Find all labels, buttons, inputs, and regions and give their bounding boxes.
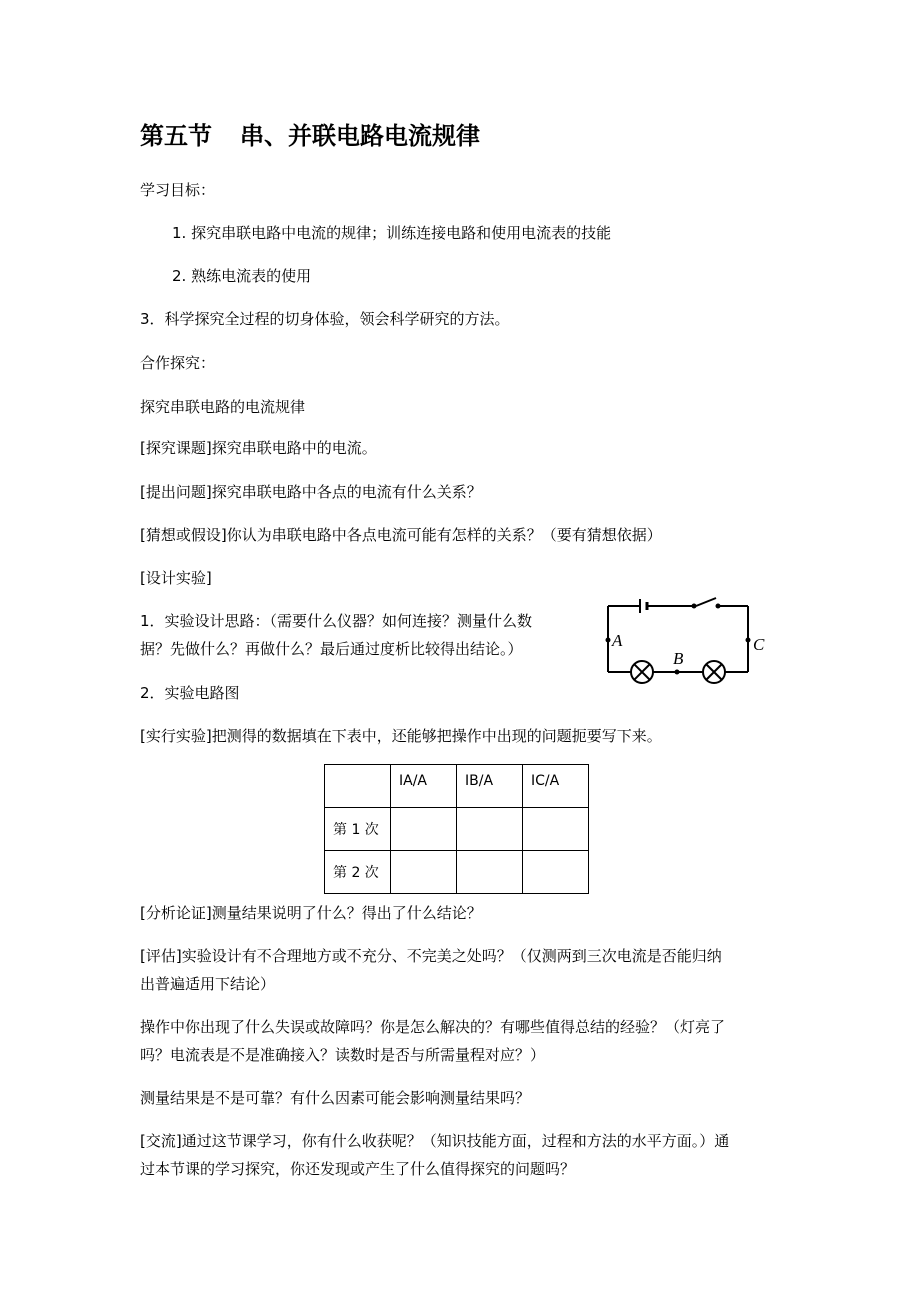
experiment-line: [实行实验]把测得的数据填在下表中，还能够把操作中出现的问题扼要写下来。 <box>140 727 662 745</box>
node-a <box>606 638 611 643</box>
header-ic: IC/A <box>523 765 589 808</box>
objective-3: 3．科学探究全过程的切身体验，领会科学研究的方法。 <box>140 310 510 328</box>
header-ib: IB/A <box>457 765 523 808</box>
exchange-line-b: 过本节课的学习探究，你还发现或产生了什么值得探究的问题吗？ <box>140 1160 576 1178</box>
exchange-line-a: [交流]通过这节课学习，你有什么收获呢？（知识技能方面，过程和方法的水平方面。）通 <box>140 1132 730 1150</box>
analysis-line: [分析论证]测量结果说明了什么？得出了什么结论？ <box>140 904 482 922</box>
table-row <box>325 808 589 851</box>
objective-2: 2. 熟练电流表的使用 <box>172 267 312 285</box>
row-label-2: 第 2 次 <box>325 851 391 894</box>
objective-1: 1. 探究串联电路中电流的规律；训练连接电路和使用电流表的技能 <box>172 224 612 242</box>
design-label: [设计实验] <box>140 569 212 587</box>
table-cell[interactable] <box>391 808 457 851</box>
operation-line-b: 吗？电流表是不是准确接入？读数时是否与所需量程对应？） <box>140 1046 546 1064</box>
evaluation-line-a: [评估]实验设计有不合理地方或不充分、不完美之处吗？（仅测两到三次电流是否能归纳 <box>140 947 722 965</box>
row-label-1: 第 1 次 <box>325 808 391 851</box>
table-cell[interactable] <box>457 851 523 894</box>
table-header-row <box>325 765 589 808</box>
table-row <box>325 851 589 894</box>
label-b: B <box>673 649 684 668</box>
circuit-diagram <box>598 594 770 686</box>
label-a: A <box>612 631 623 650</box>
operation-line-a: 操作中你出现了什么失误或故障吗？你是怎么解决的？有哪些值得总结的经验？（灯亮了 <box>140 1018 726 1036</box>
topic-line: 探究串联电路的电流规律 <box>140 398 306 416</box>
table-cell[interactable] <box>523 808 589 851</box>
coop-label: 合作探究： <box>140 354 216 372</box>
evaluation-line-b: 出普遍适用下结论） <box>140 975 276 993</box>
section-heading: 串、并联电路电流规律 <box>240 122 480 150</box>
design-line-1b: 据？先做什么？再做什么？最后通过度析比较得出结论。） <box>140 640 523 658</box>
table-cell[interactable] <box>391 851 457 894</box>
page-title <box>140 120 480 152</box>
section-number: 第五节 <box>140 122 212 150</box>
design-line-1a: 1．实验设计思路：（需要什么仪器？如何连接？测量什么数 <box>140 612 533 630</box>
switch-contact-2 <box>716 604 721 609</box>
node-c <box>746 638 751 643</box>
switch-contact-1 <box>692 604 697 609</box>
hypothesis-line: [猜想或假设]你认为串联电路中各点电流可能有怎样的关系？（要有猜想依据） <box>140 526 662 544</box>
reliability-line: 测量结果是不是可靠？有什么因素可能会影响测量结果吗？ <box>140 1089 531 1107</box>
measurement-table <box>324 764 589 894</box>
inquiry-topic: [探究课题]探究串联电路中的电流。 <box>140 439 377 457</box>
label-c: C <box>753 635 765 654</box>
design-line-2: 2．实验电路图 <box>140 684 240 702</box>
question-line: [提出问题]探究串联电路中各点的电流有什么关系？ <box>140 483 482 501</box>
node-b <box>675 670 680 675</box>
objectives-label: 学习目标： <box>140 181 216 199</box>
header-ia: IA/A <box>391 765 457 808</box>
switch-lever <box>696 598 716 606</box>
table-cell[interactable] <box>523 851 589 894</box>
table-corner-cell <box>325 765 391 808</box>
table-cell[interactable] <box>457 808 523 851</box>
